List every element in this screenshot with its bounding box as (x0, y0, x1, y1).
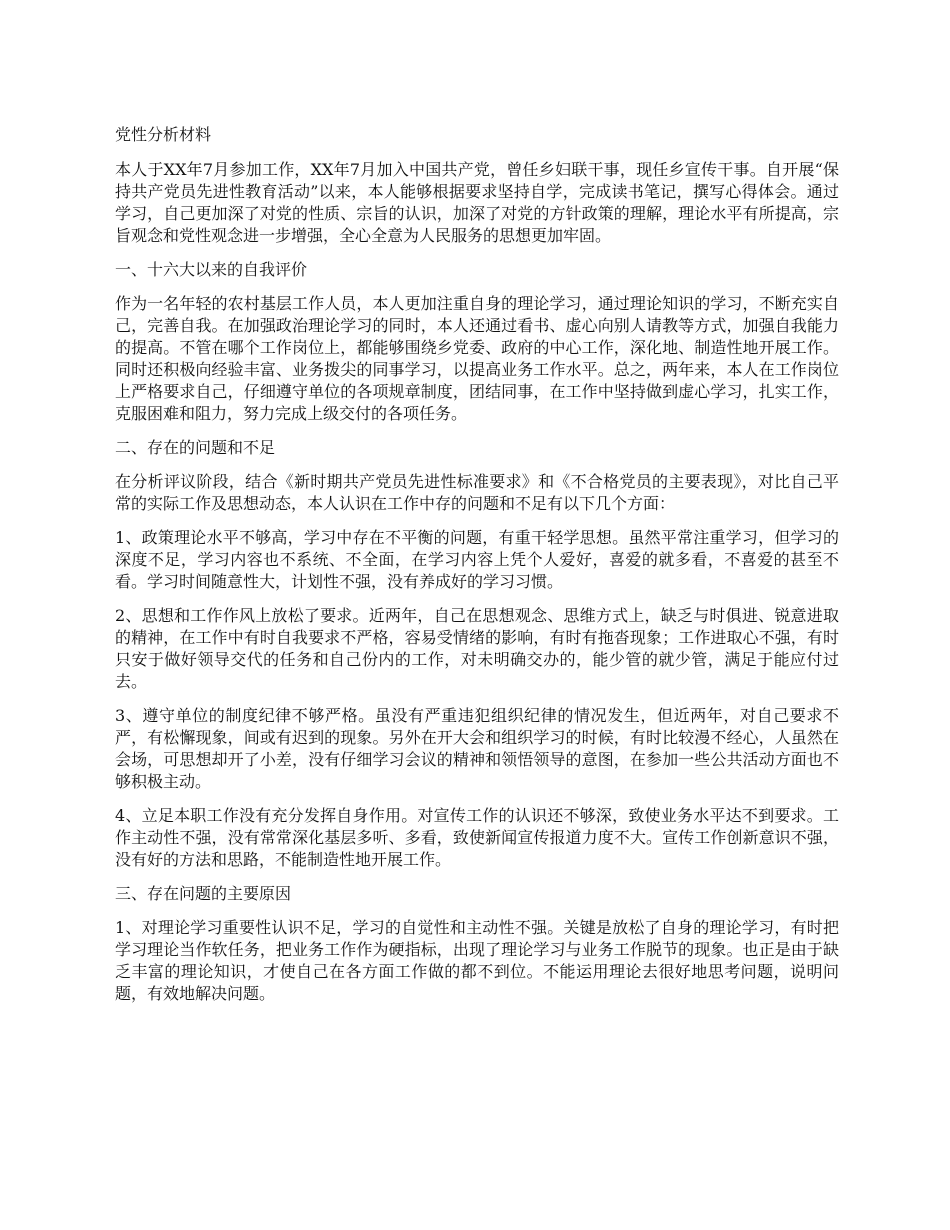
paragraph-self-evaluation: 作为一名年轻的农村基层工作人员，本人更加注重自身的理论学习，通过理论知识的学习，不断充实自己，完善自我。在加强政治理论学习的同时，本人还通过看书、虚心向别人请教等方式，加强自我能力的提高。不管在哪个工作岗位上，都能够围绕乡党委、政府的中心工作，深化地、制造性地开展工作。同时还积极向经验丰富、业务拨尖的同事学习，以提高业务工作水平。总之，两年来，本人在工作岗位上严格要求自己，仔细遵守单位的各项规章制度，团结同事，在工作中坚持做到虚心学习，扎实工作，克服困难和阻力，努力完成上级交付的各项任务。 (115, 294, 839, 423)
section-heading-problems: 二、存在的问题和不足 (115, 438, 276, 457)
paragraph-problem-2: 2、思想和工作作风上放松了要求。近两年，自己在思想观念、思维方式上，缺乏与时俱进、锐意进取的精神，在工作中有时自我要求不严格，容易受情绪的影响，有时有拖沓现象；工作进取心不强，有时只安于做好领导交代的任务和自己份内的工作，对未明确交办的，能少管的就少管，满足于能应付过去。 (115, 606, 839, 691)
document-page (115, 124, 839, 1017)
paragraph-problem-3: 3、遵守单位的制度纪律不够严格。虽没有严重违犯组织纪律的情况发生，但近两年，对自己要求不严，有松懈现象，间或有迟到的现象。另外在开大会和组织学习的时候，有时比较漫不经心，人虽然在会场，可思想却开了小差，没有仔细学习会议的精神和领悟领导的意图，在参加一些公共活动方面也不够积极主动。 (115, 706, 839, 791)
paragraph-problem-1: 1、政策理论水平不够高，学习中存在不平衡的问题，有重干轻学思想。虽然平常注重学习，但学习的深度不足，学习内容也不系统、不全面，在学习内容上凭个人爱好，喜爱的就多看，不喜爱的甚至不看。学习时间随意性大，计划性不强，没有养成好的学习习惯。 (115, 528, 839, 591)
paragraph-intro: 本人于XX年7月参加工作，XX年7月加入中国共产党，曾任乡妇联干事，现任乡宣传干事。自开展“保持共产党员先进性教育活动”以来，本人能够根据要求坚持自学，完成读书笔记，撰写心得体会。通过学习，自己更加深了对党的性质、宗旨的认识，加深了对党的方针政策的理解，理论水平有所提高，宗旨观念和党性观念进一步增强，全心全意为人民服务的思想更加牢固。 (115, 160, 839, 245)
paragraph-cause-1: 1、对理论学习重要性认识不足，学习的自觉性和主动性不强。关键是放松了自身的理论学习，有时把学习理论当作软任务，把业务工作作为硬指标，出现了理论学习与业务工作脱节的现象。也正是由于缺乏丰富的理论知识，才使自己在各方面工作做的都不到位。不能运用理论去很好地思考问题，说明问题，有效地解决问题。 (115, 918, 839, 1003)
paragraph-problems-intro: 在分析评议阶段，结合《新时期共产党员先进性标准要求》和《不合格党员的主要表现》，对比自己平常的实际工作及思想动态，本人认识在工作中存的问题和不足有以下几个方面： (115, 472, 839, 513)
document-title: 党性分析材料 (115, 125, 212, 144)
section-heading-self-evaluation: 一、十六大以来的自我评价 (115, 260, 308, 279)
paragraph-problem-4: 4、立足本职工作没有充分发挥自身作用。对宣传工作的认识还不够深，致使业务水平达不到要求。工作主动性不强，没有常常深化基层多听、多看，致使新闻宣传报道力度不大。宣传工作创新意识不强，没有好的方法和思路，不能制造性地开展工作。 (115, 806, 839, 869)
section-heading-causes: 三、存在问题的主要原因 (115, 884, 292, 903)
